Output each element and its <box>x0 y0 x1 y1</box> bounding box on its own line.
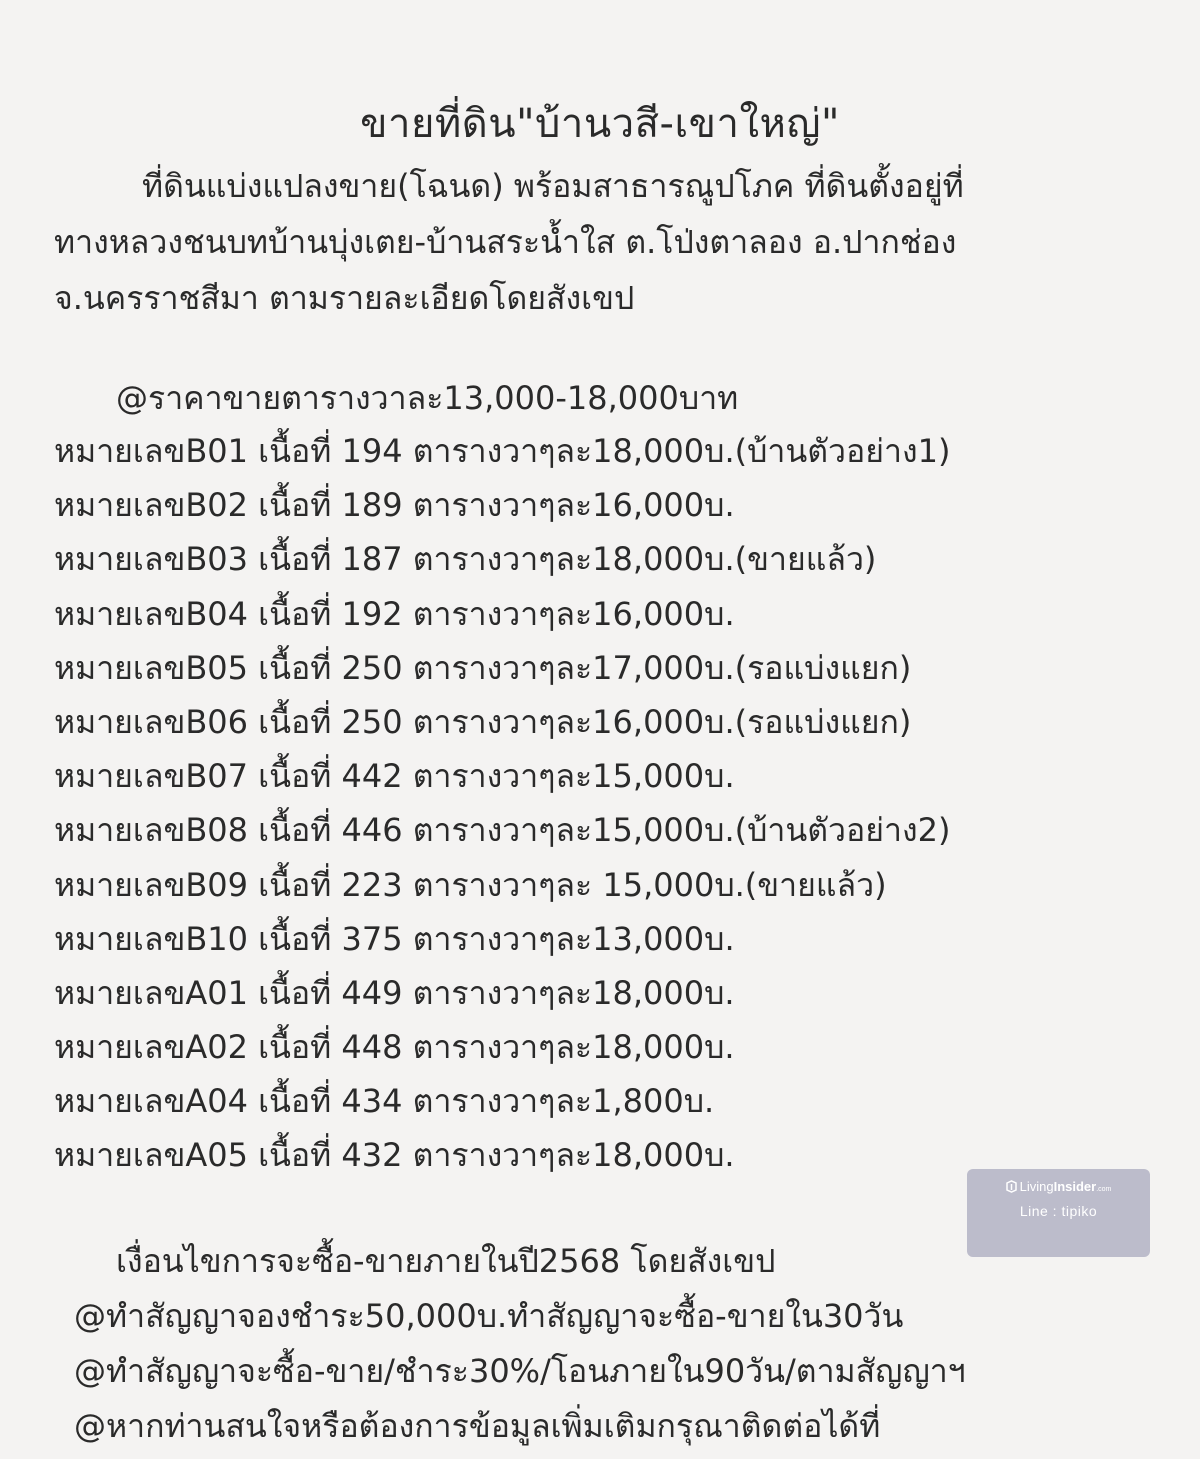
plot-row-b03: หมายเลขB03 เนื้อที่ 187 ตารางวาๆละ18,000บ.(ขายแล้ว) <box>54 540 877 579</box>
plot-row-a02: หมายเลขA02 เนื้อที่ 448 ตารางวาๆละ18,000บ. <box>54 1028 735 1067</box>
intro-line-1: ที่ดินแบ่งแปลงขาย(โฉนด) พร้อมสาธารณูปโภค ที่ดินตั้งอยู่ที่ <box>142 167 964 205</box>
plot-row-b08: หมายเลขB08 เนื้อที่ 446 ตารางวาๆละ15,000บ.(บ้านตัวอย่าง2) <box>54 811 951 850</box>
plot-row-a04: หมายเลขA04 เนื้อที่ 434 ตารางวาๆละ1,800บ. <box>54 1082 715 1121</box>
price-range: @ราคาขายตารางวาละ13,000-18,000บาท <box>116 379 739 417</box>
conditions-title: เงื่อนไขการจะซื้อ-ขายภายในปี2568 โดยสังเขป <box>116 1242 776 1280</box>
intro-line-2: ทางหลวงชนบทบ้านบุ่งเตย-บ้านสระน้ำใส ต.โป่งตาลอง อ.ปากช่อง <box>54 223 957 261</box>
intro-paragraph <box>54 158 1164 326</box>
plot-row-b06: หมายเลขB06 เนื้อที่ 250 ตารางวาๆละ16,000บ.(รอแบ่งแยก) <box>54 702 912 741</box>
plot-row-b01: หมายเลขB01 เนื้อที่ 194 ตารางวาๆละ18,000บ.(บ้านตัวอย่าง1) <box>54 432 951 470</box>
intro-line-3: จ.นครราชสีมา ตามรายละเอียดโดยสังเขป <box>54 279 635 317</box>
watermark-brand-suffix: .com <box>1096 1186 1112 1193</box>
condition-item-deposit: @ทำสัญญาจองชำระ50,000บ.ทำสัญญาจะซื้อ-ขายใน30วัน <box>74 1297 904 1335</box>
watermark-brand-prefix: Living <box>1019 1179 1054 1194</box>
livinginsider-logo-icon <box>1006 1179 1017 1199</box>
watermark-brand <box>967 1177 1150 1200</box>
plot-row-b09: หมายเลขB09 เนื้อที่ 223 ตารางวาๆละ 15,000บ.(ขายแล้ว) <box>54 865 887 904</box>
plot-row-b07: หมายเลขB07 เนื้อที่ 442 ตารางวาๆละ15,000บ. <box>54 757 735 796</box>
livinginsider-watermark <box>967 1169 1150 1257</box>
plot-row-b02: หมายเลขB02 เนื้อที่ 189 ตารางวาๆละ16,000บ. <box>54 486 735 525</box>
plot-row-a01: หมายเลขA01 เนื้อที่ 449 ตารางวาๆละ18,000บ. <box>54 973 735 1012</box>
plot-row-b10: หมายเลขB10 เนื้อที่ 375 ตารางวาๆละ13,000บ. <box>54 919 735 958</box>
condition-item-payment: @ทำสัญญาจะซื้อ-ขาย/ชำระ30%/โอนภายใน90วัน/ตามสัญญาฯ <box>74 1352 966 1390</box>
conditions-section <box>54 1234 966 1454</box>
condition-item-contact: @หากท่านสนใจหรือต้องการข้อมูลเพิ่มเติมกรุณาติดต่อได้ที่ <box>74 1407 881 1445</box>
page-title: ขายที่ดิน"บ้านวสี-เขาใหญ่" <box>360 101 840 147</box>
watermark-brand-bold: Insider <box>1053 1179 1097 1194</box>
plot-row-b05: หมายเลขB05 เนื้อที่ 250 ตารางวาๆละ17,000บ.(รอแบ่งแยก) <box>54 648 912 687</box>
plot-list <box>54 424 950 1183</box>
watermark-line-id: Line : tipiko <box>1019 1203 1098 1219</box>
plot-row-b04: หมายเลขB04 เนื้อที่ 192 ตารางวาๆละ16,000บ. <box>54 594 735 633</box>
plot-row-a05: หมายเลขA05 เนื้อที่ 432 ตารางวาๆละ18,000บ. <box>54 1136 735 1175</box>
